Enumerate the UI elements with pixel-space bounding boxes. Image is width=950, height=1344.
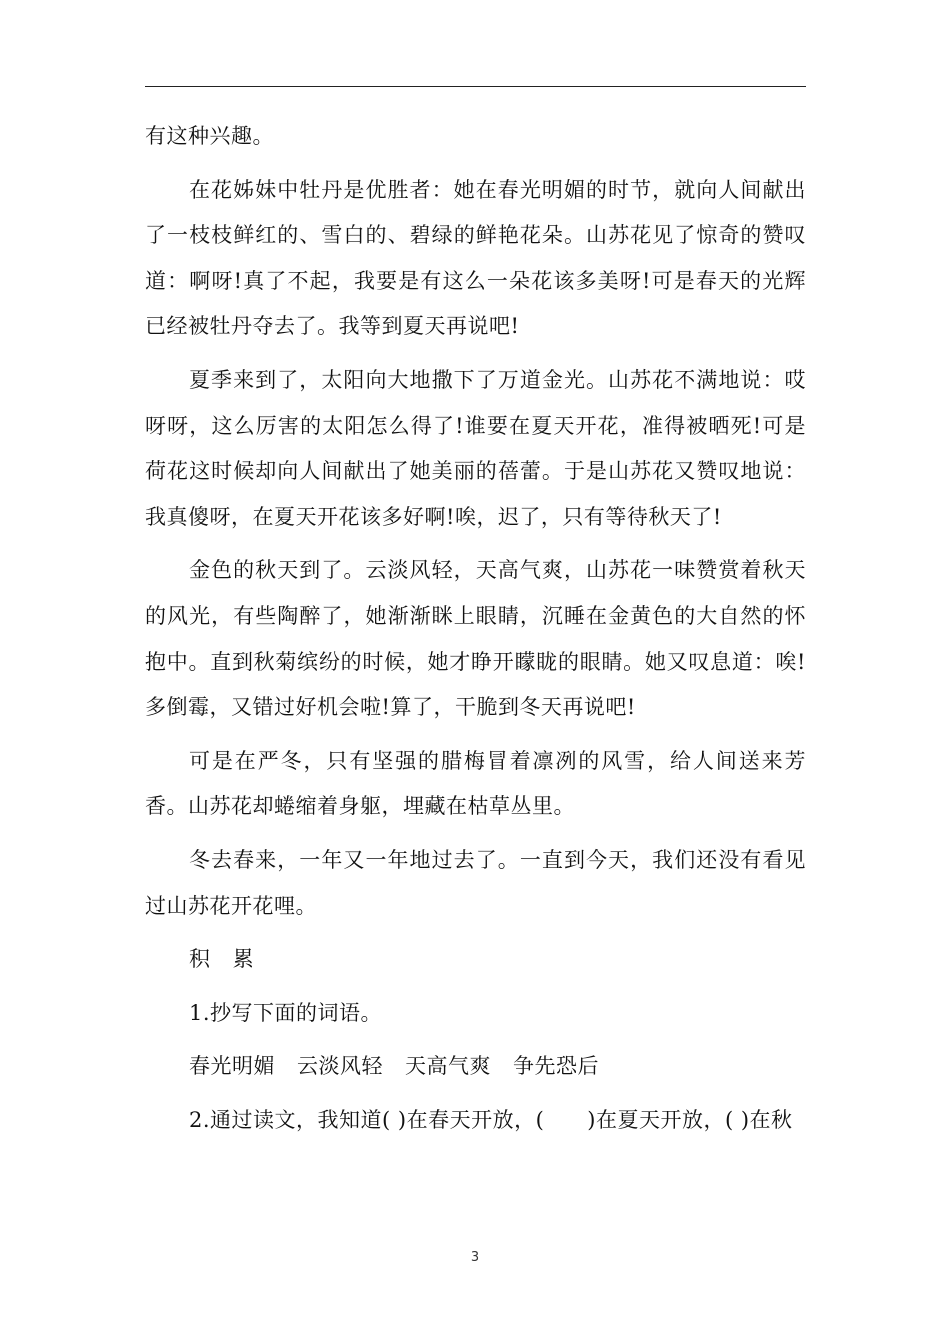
word-item: 天高气爽	[405, 1054, 491, 1079]
exercise-1: 1.抄写下面的词语。	[189, 1000, 383, 1025]
exercise-2: 2.通过读文，我知道( )在春天开放，( )在夏天开放，( )在秋	[189, 1107, 793, 1132]
paragraph-continuation: 有这种兴趣。	[145, 124, 274, 148]
section-heading: 积 累	[189, 947, 262, 972]
story-content	[145, 114, 806, 1151]
word-item: 争先恐后	[513, 1054, 599, 1079]
paragraph-conclusion: 冬去春来，一年又一年地过去了。一直到今天，我们还没有看见过山苏花开花哩。	[145, 847, 806, 918]
paragraph-peony: 在花姊妹中牡丹是优胜者：她在春光明媚的时节，就向人间献出了一枝枝鲜红的、雪白的、碧绿的鲜艳花朵。山苏花见了惊奇的赞叹道：啊呀!真了不起，我要是有这么一朵花该多美呀!可是春天的光辉已经被牡丹夺去了。我等到夏天再说吧!	[145, 177, 806, 339]
word-item: 云淡风轻	[297, 1054, 383, 1079]
paragraph-summer: 夏季来到了，太阳向大地撒下了万道金光。山苏花不满地说：哎呀呀，这么厉害的太阳怎么得了!谁要在夏天开花，准得被晒死!可是荷花这时候却向人间献出了她美丽的蓓蕾。于是山苏花又赞叹地说：我真傻呀，在夏天开花该多好啊!唉，迟了，只有等待秋天了!	[145, 367, 806, 529]
word-list	[145, 1044, 806, 1090]
word-item: 春光明媚	[189, 1054, 275, 1079]
header-rule	[145, 86, 806, 87]
paragraph-winter: 可是在严冬，只有坚强的腊梅冒着凛冽的风雪，给人间送来芳香。山苏花却蜷缩着身躯，埋藏在枯草丛里。	[145, 748, 806, 819]
page-number: 3	[470, 1250, 480, 1265]
paragraph-autumn: 金色的秋天到了。云淡风轻，天高气爽，山苏花一味赞赏着秋天的风光，有些陶醉了，她渐渐眯上眼睛，沉睡在金黄色的大自然的怀抱中。直到秋菊缤纷的时候，她才睁开矇眬的眼睛。她又叹息道：唉!多倒霉，又错过好机会啦!算了，干脆到冬天再说吧!	[145, 558, 806, 720]
